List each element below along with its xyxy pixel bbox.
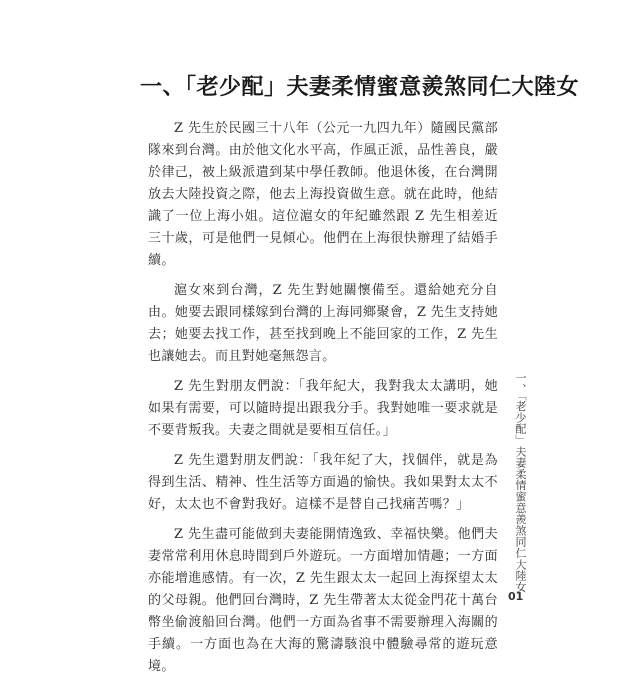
paragraph: 滬女來到台灣，Z 先生對她關懷備至。還給她充分自由。她要去跟同樣嫁到台灣的上海同鄉聚會，Z 先生支持她去；她要去找工作，甚至找到晚上不能回家的工作，Z 先生也讓她去。而且對她毫無怨言。	[148, 283, 498, 364]
paragraph: Z 先生對朋友們說：「我年紀大，我對我太太講明，她如果有需要，可以隨時提出跟我分手。我對她唯一要求就是不要背叛我。夫妻之間就是要相互信任。」	[148, 379, 498, 438]
body-text	[148, 118, 498, 686]
running-head: 一、「老少配」夫妻柔情蜜意羨煞同仁大陸女	[514, 372, 527, 593]
paragraph: Z 先生還對朋友們說：「我年紀了大，找個伴，就是為得到生活、精神、性生活等方面過的愉快。我如果對太太不好，太太也不會對我好。這樣不是替自己找痛苦嗎？」	[148, 453, 498, 512]
chapter-title: 一、「老少配」夫妻柔情蜜意羨煞同仁大陸女	[140, 74, 580, 100]
page-number: 01	[508, 590, 524, 603]
paragraph: Z 先生於民國三十八年（公元一九四九年）隨國民黨部隊來到台灣。由於他文化水平高，作風正派，品性善良，嚴於律己，被上級派遣到某中學任教師。他退休後，在台灣開放去大陸投資之際，他去上海投資做生意。就在此時，他結識了一位上海小姐。這位滬女的年紀雖然跟 Z 先生相差近三十歲，可是他們一見傾心。他們在上海很快辦理了結婚手續。	[148, 121, 498, 268]
paragraph: Z 先生盡可能做到夫妻能開情逸致、幸福快樂。他們夫妻常常利用休息時間到戶外遊玩。一方面增加情趣；一方面亦能增進感情。有一次，Z 先生跟太太一起回上海探望太太的父母親。他們回台灣時，Z 先生帶著太太從金門花十萬台幣坐偷渡船回台灣。他們一方面為省事不需要辦理入海關的手續。一方面也為在大海的驚濤駭浪中體驗尋常的遊玩意境。	[148, 527, 498, 674]
